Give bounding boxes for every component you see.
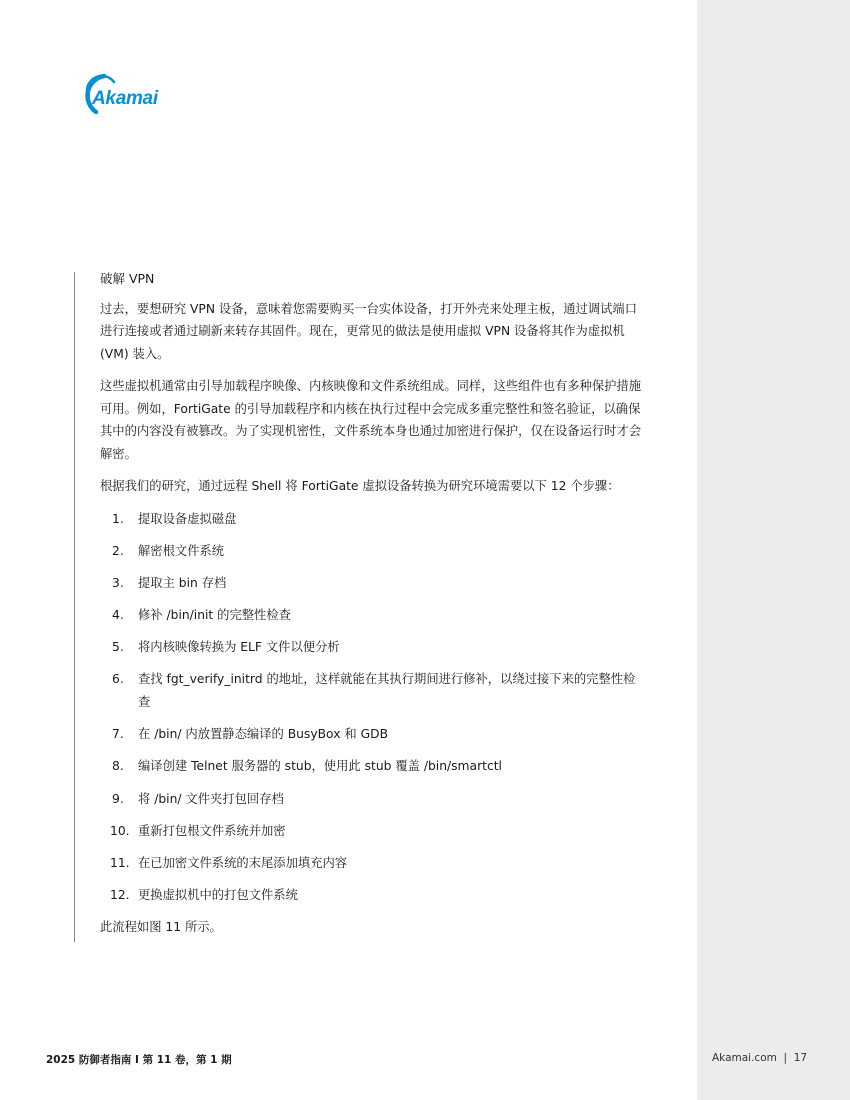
step-number: 6. [112, 672, 124, 687]
step-item [100, 820, 645, 843]
step-number: 4. [112, 608, 124, 623]
step-number: 9. [112, 791, 124, 806]
step-item [100, 723, 645, 746]
step-number: 10. [110, 823, 130, 838]
step-item [100, 508, 645, 531]
step-item [100, 636, 645, 659]
step-number: 11. [110, 855, 130, 870]
step-text: 解密根文件系统 [138, 543, 225, 558]
step-item [100, 884, 645, 907]
step-item [100, 755, 645, 778]
step-number: 2. [112, 543, 124, 558]
paragraph-3: 根据我们的研究，通过远程 Shell 将 FortiGate 虚拟设备转换为研究环境需要以下 12 个步骤： [100, 479, 620, 493]
paragraph-2: 这些虚拟机通常由引导加载程序映像、内核映像和文件系统组成。同样，这些组件也有多种保护措施可用。例如，FortiGate 的引导加载程序和内核在执行过程中会完成多重完整性和签名验证，以确保其中的内容没有被篡改。为了实现机密性，文件系统本身也通过加密进行保护，仅在设备运行时才会解密。 [100, 379, 642, 461]
step-number: 1. [112, 511, 124, 526]
step-text: 提取设备虚拟磁盘 [138, 511, 237, 526]
step-item [100, 788, 645, 811]
step-text: 将内核映像转换为 ELF 文件以便分析 [138, 640, 340, 655]
article-body [100, 268, 645, 949]
step-text: 重新打包根文件系统并加密 [138, 823, 286, 838]
paragraph-1: 过去，要想研究 VPN 设备，意味着您需要购买一台实体设备，打开外壳来处理主板，通过调试端口进行连接或者通过刷新来转存其固件。现在，更常见的做法是使用虚拟 VPN 设备将其作为虚拟机 (VM) 装入。 [100, 301, 638, 361]
step-item [100, 572, 645, 595]
step-number: 8. [112, 759, 124, 774]
step-text: 在 /bin/ 内放置静态编译的 BusyBox 和 GDB [138, 727, 389, 742]
step-item [100, 604, 645, 627]
step-number: 12. [110, 888, 130, 903]
step-number: 7. [112, 727, 124, 742]
logo-wordmark: Akamai [92, 88, 158, 109]
step-text: 查找 fgt_verify_initrd 的地址，这样就能在其执行期间进行修补，以绕过接下来的完整性检查 [138, 672, 636, 709]
step-item [100, 668, 645, 713]
step-text: 提取主 bin 存档 [138, 575, 227, 590]
step-text: 在已加密文件系统的末尾添加填充内容 [138, 855, 348, 870]
section-heading: 破解 VPN [100, 271, 155, 286]
steps-list [100, 508, 645, 907]
step-number: 3. [112, 575, 124, 590]
footer-publication-title: 2025 防御者指南 I 第 11 卷，第 1 期 [46, 1054, 232, 1066]
step-text: 编译创建 Telnet 服务器的 stub，使用此 stub 覆盖 /bin/smartctl [138, 759, 502, 774]
footer-site-and-page: Akamai.com | 17 [712, 1052, 808, 1064]
step-text: 修补 /bin/init 的完整性检查 [138, 608, 291, 623]
left-vertical-rule [74, 272, 75, 942]
step-number: 5. [112, 640, 124, 655]
step-text: 将 /bin/ 文件夹打包回存档 [138, 791, 284, 806]
step-item [100, 852, 645, 875]
step-text: 更换虚拟机中的打包文件系统 [138, 888, 298, 903]
step-item [100, 540, 645, 563]
closing-sentence: 此流程如图 11 所示。 [100, 920, 222, 935]
